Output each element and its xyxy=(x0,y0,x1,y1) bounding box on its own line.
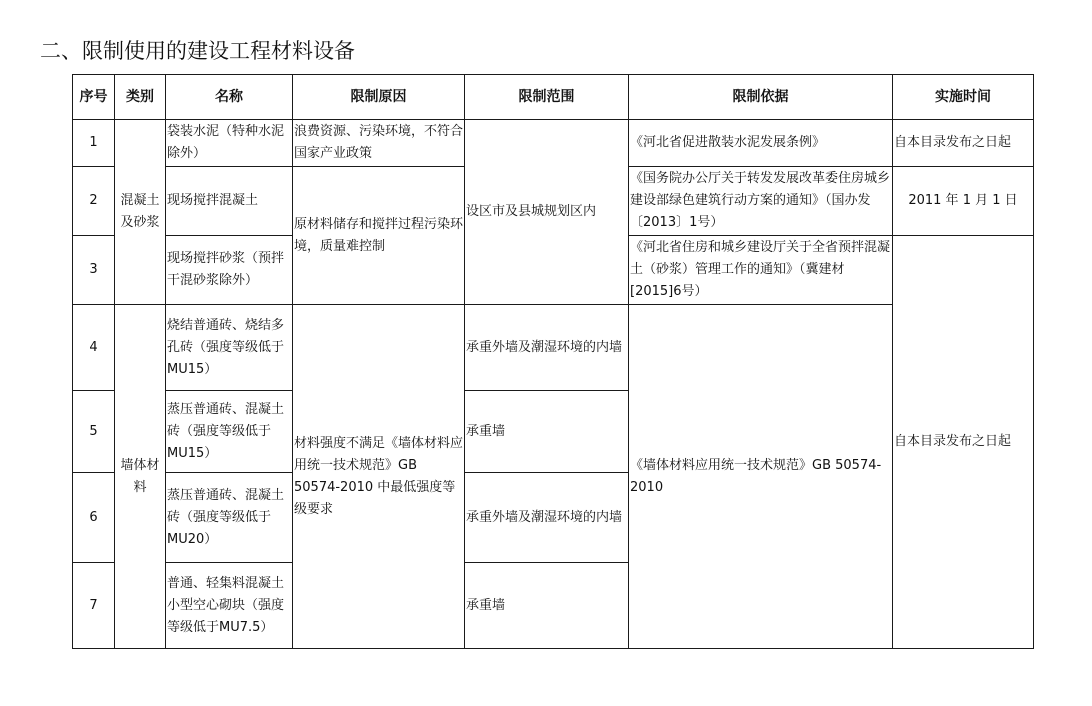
material-name: 现场搅拌混凝土 xyxy=(166,167,293,236)
category-cell: 墙体材料 xyxy=(115,305,166,649)
header-reason: 限制原因 xyxy=(293,75,465,120)
restriction-scope: 承重墙 xyxy=(465,391,629,473)
header-time: 实施时间 xyxy=(893,75,1034,120)
restriction-scope: 承重外墙及潮湿环境的内墙 xyxy=(465,305,629,391)
material-name: 普通、轻集料混凝土小型空心砌块（强度等级低于MU7.5） xyxy=(166,563,293,649)
table-row xyxy=(73,120,1034,167)
row-number: 6 xyxy=(73,473,115,563)
restriction-basis: 《墙体材料应用统一技术规范》GB 50574-2010 xyxy=(629,305,893,649)
table-header-row xyxy=(73,75,1034,120)
restriction-scope: 设区市及县城规划区内 xyxy=(465,120,629,305)
header-name: 名称 xyxy=(166,75,293,120)
section-heading: 二、限制使用的建设工程材料设备 xyxy=(40,39,355,63)
material-name: 袋装水泥（特种水泥除外） xyxy=(166,120,293,167)
restriction-reason: 原材料储存和搅拌过程污染环境，质量难控制 xyxy=(293,167,465,305)
table-row xyxy=(73,305,1034,391)
effective-time: 2011 年 1 月 1 日 xyxy=(893,167,1034,236)
header-basis: 限制依据 xyxy=(629,75,893,120)
effective-time: 自本目录发布之日起 xyxy=(893,236,1034,649)
material-name: 烧结普通砖、烧结多孔砖（强度等级低于 MU15） xyxy=(166,305,293,391)
material-name: 蒸压普通砖、混凝土砖（强度等级低于 MU20） xyxy=(166,473,293,563)
header-category: 类别 xyxy=(115,75,166,120)
row-number: 5 xyxy=(73,391,115,473)
material-name: 现场搅拌砂浆（预拌干混砂浆除外） xyxy=(166,236,293,305)
material-name: 蒸压普通砖、混凝土砖（强度等级低于 MU15） xyxy=(166,391,293,473)
restriction-reason: 浪费资源、污染环境，不符合国家产业政策 xyxy=(293,120,465,167)
effective-time: 自本目录发布之日起 xyxy=(893,120,1034,167)
restriction-scope: 承重外墙及潮湿环境的内墙 xyxy=(465,473,629,563)
row-number: 3 xyxy=(73,236,115,305)
restriction-scope: 承重墙 xyxy=(465,563,629,649)
restriction-reason: 材料强度不满足《墙体材料应用统一技术规范》GB 50574-2010 中最低强度等级要求 xyxy=(293,305,465,649)
header-serial: 序号 xyxy=(73,75,115,120)
header-scope: 限制范围 xyxy=(465,75,629,120)
category-cell: 混凝土及砂浆 xyxy=(115,120,166,305)
restriction-basis: 《河北省住房和城乡建设厅关于全省预拌混凝土（砂浆）管理工作的通知》（冀建材[2015]6号） xyxy=(629,236,893,305)
row-number: 1 xyxy=(73,120,115,167)
restriction-basis: 《河北省促进散装水泥发展条例》 xyxy=(629,120,893,167)
row-number: 2 xyxy=(73,167,115,236)
restricted-materials-table xyxy=(72,74,1034,649)
restriction-basis: 《国务院办公厅关于转发发展改革委住房城乡建设部绿色建筑行动方案的通知》（国办发〔2013〕1号） xyxy=(629,167,893,236)
row-number: 4 xyxy=(73,305,115,391)
row-number: 7 xyxy=(73,563,115,649)
